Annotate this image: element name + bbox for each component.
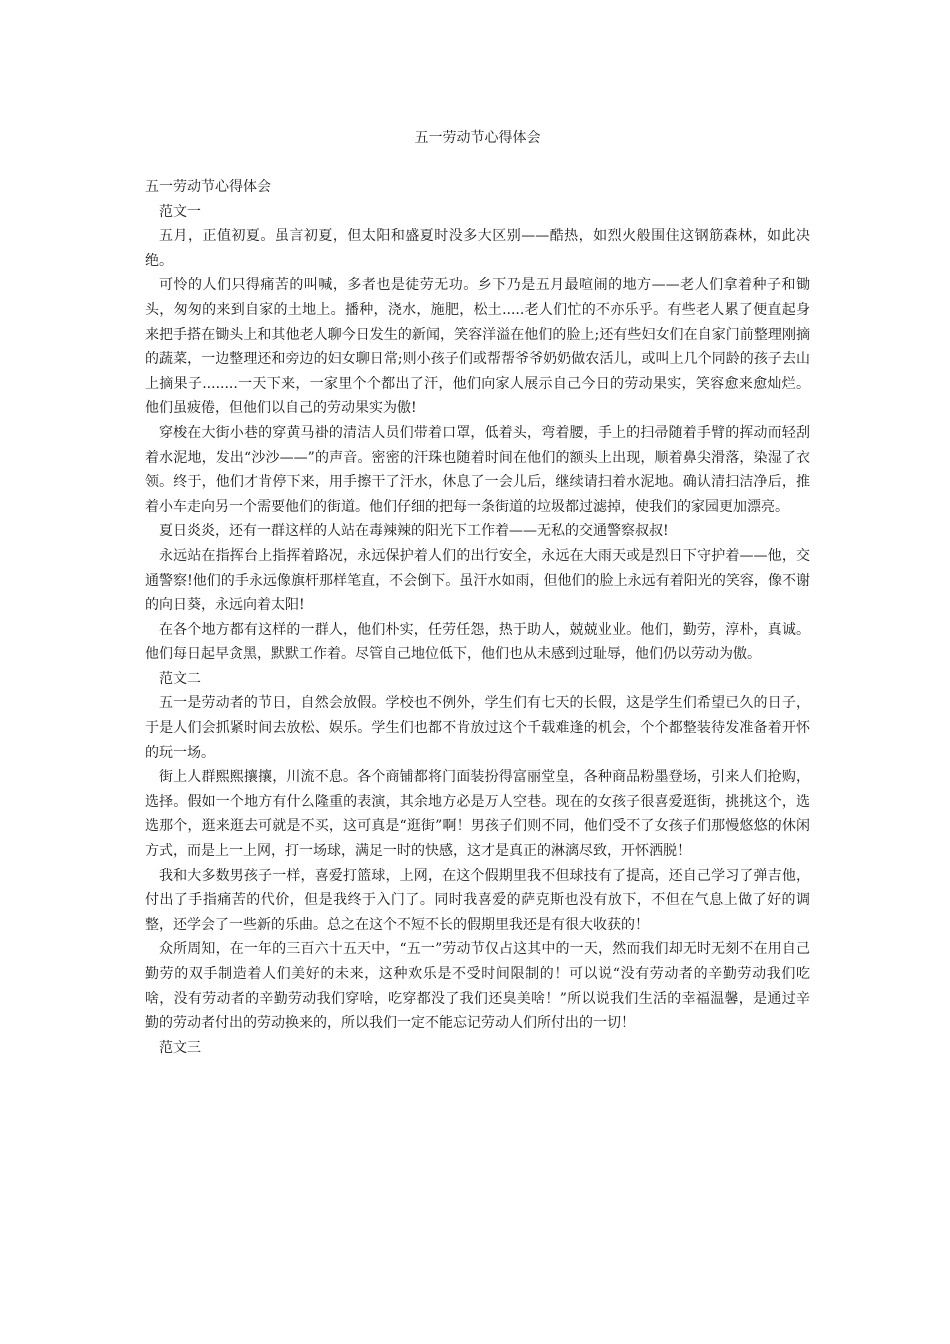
paragraph: 在各个地方都有这样的一群人，他们朴实，任劳任怨，热于助人，兢兢业业。他们，勤劳，淳朴，真诚。他们每日起早贪黑，默默工作着。尽管自己地位低下，他们也从未感到过耻辱，他们仍以劳动为傲。 [145,621,810,663]
paragraph: 范文一 [159,203,201,220]
paragraph: 五一劳动节心得体会 [145,179,271,195]
paragraph: 我和大多数男孩子一样，喜爱打篮球，上网，在这个假期里我不但球技有了提高，还自己学习了弹吉他，付出了手指痛苦的代价，但是我终于入门了。同时我喜爱的萨克斯也没有放下，不但在气息上做了好的调整，还学会了一些新的乐曲。总之在这个不短不长的假期里我还是有很大收获的！ [145,867,810,933]
paragraph: 五月，正值初夏。虽言初夏，但太阳和盛夏时没多大区别——酷热，如烈火般围住这钢筋森林，如此决绝。 [145,228,810,269]
paragraph: 范文二 [159,670,201,687]
paragraph: 众所周知，在一年的三百六十五天中，“五一”劳动节仅占这其中的一天，然而我们却无时无刻不在用自己勤劳的双手制造着人们美好的未来，这种欢乐是不受时间限制的！可以说“没有劳动者的辛勤劳动我们吃啥，没有劳动者的辛勤劳动我们穿啥，吃穿都没了我们还臭美啥！”所以说我们生活的幸福温馨，是通过辛勤的劳动者付出的劳动换来的，所以我们一定不能忘记劳动人们所付出的一切！ [145,941,810,1032]
paragraph: 街上人群熙熙攘攘，川流不息。各个商铺都将门面装扮得富丽堂皇，各种商品粉墨登场，引来人们抢购，选择。假如一个地方有什么隆重的表演，其余地方必是万人空巷。现在的女孩子很喜爱逛街，挑挑这个，选选那个，逛来逛去可就是不买，这可真是“逛街”啊！男孩子们则不同，他们受不了女孩子们那慢悠悠的休闲方式，而是上一上网，打一场球，满足一时的快感，这才是真正的淋漓尽致，开怀洒脱！ [145,769,810,860]
paragraph: 五一是劳动者的节日，自然会放假。学校也不例外，学生们有七天的长假，这是学生们希望已久的日子，于是人们会抓紧时间去放松、娱乐。学生们也都不肯放过这个千载难逢的机会，个个都整装待发准备着开怀的玩一场。 [145,695,810,761]
paragraph: 夏日炎炎，还有一群这样的人站在毒辣辣的阳光下工作着——无私的交通警察叔叔! [159,523,669,540]
paragraph: 范文三 [159,1039,201,1056]
paragraph: 永远站在指挥台上指挥着路况，永远保护着人们的出行安全，永远在大雨天或是烈日下守护着——他，交通警察!他们的手永远像旗杆那样笔直，不会倒下。虽汗水如雨，但他们的脸上永远有着阳光的笑容，像不谢的向日葵，永远向着太阳! [145,547,810,614]
document-title: 五一劳动节心得体会 [414,130,541,146]
document-body [145,175,810,1060]
paragraph: 可怜的人们只得痛苦的叫喊，多者也是徒劳无功。乡下乃是五月最喧闹的地方——老人们拿着种子和锄头，匆匆的来到自家的土地上。播种，浇水，施肥，松土.....老人们忙的不亦乐乎。有些老人累了便直起身来把手搭在锄头上和其他老人聊今日发生的新闻，笑容洋溢在他们的脸上;还有些妇女们在自家门前整理刚摘的蔬菜，一边整理还和旁边的妇女聊日常;则小孩子们或帮帮爷爷奶奶做农活儿，或叫上几个同龄的孩子去山上摘果子........一天下来，一家里个个都出了汗，他们向家人展示自己今日的劳动果实，笑容愈来愈灿烂。他们虽疲倦，但他们以自己的劳动果实为傲! [145,277,810,417]
paragraph: 穿梭在大街小巷的穿黄马褂的清洁人员们带着口罩，低着头，弯着腰，手上的扫帚随着手臂的挥动而轻刮着水泥地，发出“沙沙——”的声音。密密的汗珠也随着时间在他们的额头上出现，顺着鼻尖滑落，染湿了衣领。终于，他们才肯停下来，用手擦干了汗水，休息了一会儿后，继续请扫着水泥地。确认清扫洁净后，推着小车走向另一个需要他们的街道。他们仔细的把每一条街道的垃圾都过滤掉，使我们的家园更加漂亮。 [145,424,810,515]
